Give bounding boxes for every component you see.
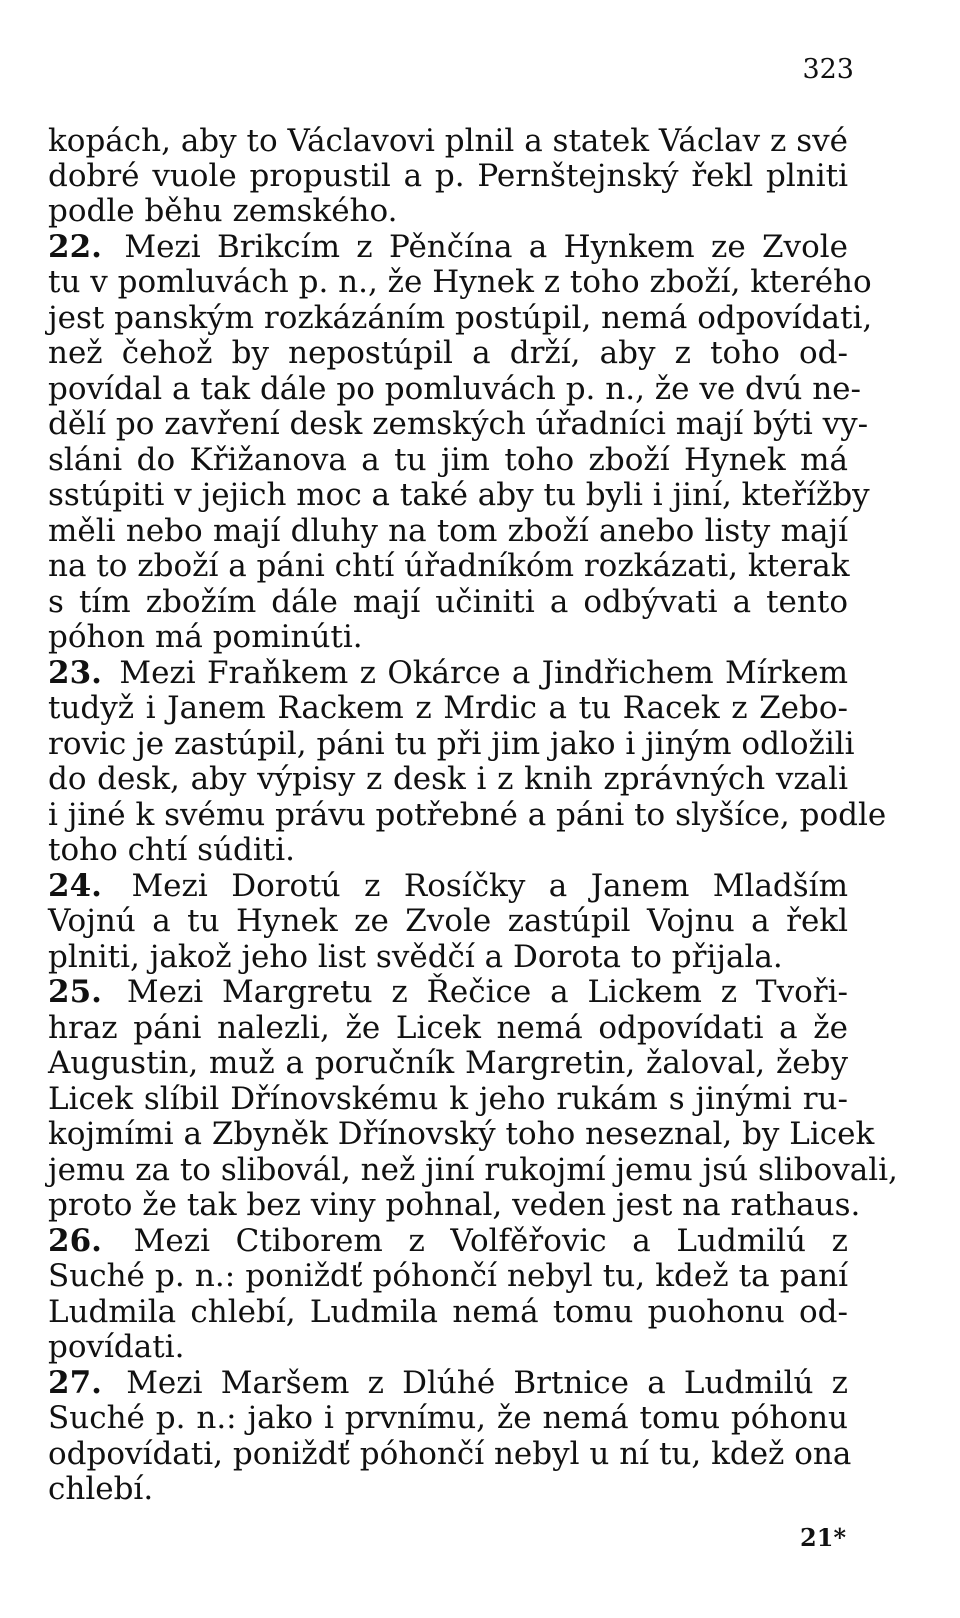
text-line: odpovídati, poniždť póhončí nebyl u ní tu, kdež ona bbox=[48, 1436, 852, 1472]
text-line: póhon má pominúti. bbox=[48, 619, 363, 655]
text-line: sstúpiti v jejich moc a také aby tu byli i jiní, kteřížby bbox=[48, 477, 870, 513]
text-line: rovic je zastúpil, páni tu při jim jako i jiným odložili bbox=[48, 726, 855, 762]
section-24 bbox=[48, 868, 848, 904]
text-line: Mezi Margretu z Řečice a Lickem z Tvoři- bbox=[108, 974, 848, 1010]
text-line: Ludmila chlebí, Ludmila nemá tomu puohonu od- bbox=[48, 1294, 848, 1330]
text-line: tudyž i Janem Rackem z Mrdic a tu Racek z Zebo- bbox=[48, 690, 848, 726]
text-line: Mezi Fraňkem z Okárce a Jindřichem Mírkem bbox=[108, 655, 848, 691]
text-line: povídal a tak dále po pomluvách p. n., že ve dvú ne- bbox=[48, 371, 861, 407]
text-line: Mezi Maršem z Dlúhé Brtnice a Ludmilú z bbox=[108, 1365, 848, 1401]
text-line: Mezi Ctiborem z Volfěřovic a Ludmilú z bbox=[108, 1223, 848, 1259]
text-line: Suché p. n.: poniždť póhončí nebyl tu, kdež ta paní bbox=[48, 1258, 848, 1294]
text-line: jest panským rozkázáním postúpil, nemá odpovídati, bbox=[48, 300, 873, 336]
section-23 bbox=[48, 655, 848, 691]
text-line: tu v pomluvách p. n., že Hynek z toho zboží, kterého bbox=[48, 264, 872, 300]
text-line: Vojnú a tu Hynek ze Zvole zastúpil Vojnu a řekl bbox=[48, 903, 848, 939]
text-line: dobré vuole propustil a p. Pernštejnský řekl plniti bbox=[48, 158, 848, 194]
text-line: měli nebo mají dluhy na tom zboží anebo listy mají bbox=[48, 513, 848, 549]
text-line: Augustin, muž a poručník Margretin, žaloval, žeby bbox=[48, 1045, 848, 1081]
section-number: 22. bbox=[48, 229, 102, 265]
text-line: kopách, aby to Václavovi plnil a statek Václav z své bbox=[48, 123, 848, 159]
section-number: 25. bbox=[48, 974, 102, 1010]
text-line: kojmími a Zbyněk Dřínovský toho neseznal, by Licek bbox=[48, 1116, 875, 1152]
text-line: Mezi Dorotú z Rosíčky a Janem Mladším bbox=[108, 868, 848, 904]
text-line: hraz páni nalezli, že Licek nemá odpovídati a že bbox=[48, 1010, 848, 1046]
section-22 bbox=[48, 229, 848, 265]
text-line: toho chtí súditi. bbox=[48, 832, 296, 868]
text-line: Suché p. n.: jako i prvnímu, že nemá tomu póhonu bbox=[48, 1400, 848, 1436]
text-line: do desk, aby výpisy z desk i z knih zprávných vzali bbox=[48, 761, 848, 797]
text-line: Mezi Brikcím z Pěnčína a Hynkem ze Zvole bbox=[108, 229, 848, 265]
text-line: než čehož by nepostúpil a drží, aby z toho od- bbox=[48, 335, 848, 371]
text-line: sláni do Křižanova a tu jim toho zboží Hynek má bbox=[48, 442, 848, 478]
signature-mark: 21* bbox=[800, 1523, 846, 1552]
text-line: plniti, jakož jeho list svědčí a Dorota to přijala. bbox=[48, 939, 783, 975]
section-26 bbox=[48, 1223, 848, 1259]
text-line: proto že tak bez viny pohnal, veden jest na rathaus. bbox=[48, 1187, 861, 1223]
section-25 bbox=[48, 974, 848, 1010]
text-line: chlebí. bbox=[48, 1471, 154, 1507]
text-line: jemu za to slibovál, než jiní rukojmí jemu jsú slibovali, bbox=[48, 1152, 898, 1188]
text-line: na to zboží a páni chtí úřadníkóm rozkázati, kterak bbox=[48, 548, 850, 584]
section-number: 26. bbox=[48, 1223, 102, 1259]
text-line: Licek slíbil Dřínovskému k jeho rukám s jinými ru- bbox=[48, 1081, 848, 1117]
section-27 bbox=[48, 1365, 848, 1401]
section-number: 24. bbox=[48, 868, 102, 904]
text-line: podle běhu zemského. bbox=[48, 193, 398, 229]
text-line: povídati. bbox=[48, 1329, 185, 1365]
section-number: 23. bbox=[48, 655, 102, 691]
text-line: s tím zbožím dále mají učiniti a odbývati a tento bbox=[48, 584, 848, 620]
section-number: 27. bbox=[48, 1365, 102, 1401]
page-number: 323 bbox=[802, 54, 854, 85]
text-line: dělí po zavření desk zemských úřadníci mají býti vy- bbox=[48, 406, 869, 442]
text-line: i jiné k svému právu potřebné a páni to slyšíce, podle bbox=[48, 797, 887, 833]
